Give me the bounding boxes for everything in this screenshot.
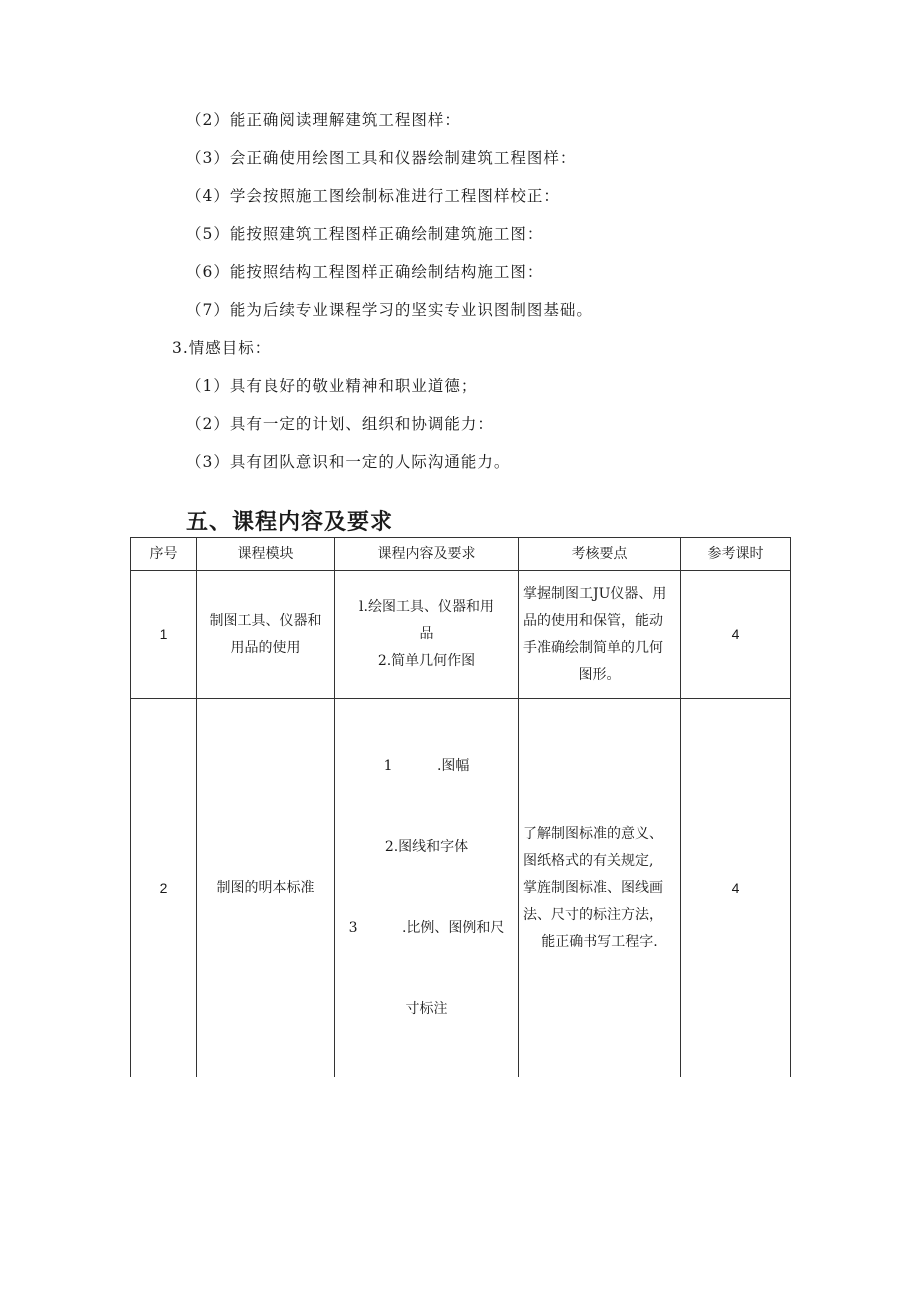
goal-item-4: （4）学会按照施工图绘制标准进行工程图样校正： <box>186 187 560 205</box>
section-heading: 五、课程内容及要求 <box>186 510 394 535</box>
content-line: 1 .图幅 <box>383 758 470 774</box>
table-row <box>131 571 791 699</box>
table-header-row <box>131 538 791 571</box>
emotion-goal-title: 3.情感目标： <box>172 339 272 357</box>
row-hours: 4 <box>681 699 791 1078</box>
content-line: l.绘图工具、仪器和用 <box>359 599 494 615</box>
row-assessment <box>519 571 681 699</box>
assessment-line: 能正确书写工程字. <box>541 933 658 950</box>
goal-item-5: （5）能按照建筑工程图样正确绘制建筑施工图： <box>186 225 544 243</box>
header-no: 序号 <box>131 538 197 571</box>
table-row <box>131 699 791 1078</box>
header-module: 课程模块 <box>197 538 335 571</box>
header-assessment: 考核要点 <box>519 538 681 571</box>
row-content <box>335 699 519 1078</box>
emotion-goal-2: （2）具有一定的计划、组织和协调能力： <box>186 415 494 433</box>
assessment-line: 了解制图标准的意义、 <box>523 825 663 842</box>
course-content-table <box>130 537 791 1077</box>
header-content: 课程内容及要求 <box>335 538 519 571</box>
assessment-line: 图形。 <box>578 666 621 683</box>
emotion-goal-1: （1）具有良好的敬业精神和职业道德； <box>186 377 478 395</box>
content-line: 寸标注 <box>405 1001 448 1017</box>
assessment-line: 掌旌制图标准、图线画 <box>523 879 663 896</box>
row-no: 1 <box>131 571 197 699</box>
goal-item-2: （2）能正确阅读理解建筑工程图样： <box>186 111 461 129</box>
row-hours: 4 <box>681 571 791 699</box>
emotion-goal-3: （3）具有团队意识和一定的人际沟通能力。 <box>186 453 511 471</box>
content-line: 品 <box>419 626 434 642</box>
row-no: 2 <box>131 699 197 1078</box>
row-module <box>197 571 335 699</box>
header-hours: 参考课时 <box>681 538 791 571</box>
content-line: 3 .比例、图例和尺 <box>348 920 505 936</box>
row-content <box>335 571 519 699</box>
content-line: 2.简单几何作图 <box>377 653 476 669</box>
row-assessment <box>519 699 681 1078</box>
module-line: 制图工具、仪器和 <box>209 612 322 629</box>
assessment-line: 法、尺寸的标注方法， <box>523 906 663 923</box>
assessment-line: 手准确绘制简单的几何 <box>523 639 663 656</box>
goal-item-3: （3）会正确使用绘图工具和仪器绘制建筑工程图样： <box>186 149 577 167</box>
goal-item-6: （6）能按照结构工程图样正确绘制结构施工图： <box>186 263 544 281</box>
assessment-line: 掌握制图工JU仪器、用 <box>523 585 667 602</box>
assessment-line: 品的使用和保管，能动 <box>523 612 663 629</box>
goal-item-7: （7）能为后续专业课程学习的坚实专业识图制图基础。 <box>186 301 593 319</box>
content-line: 2.图线和字体 <box>384 839 469 855</box>
row-module <box>197 699 335 1078</box>
assessment-line: 图纸格式的有关规定, <box>523 852 654 869</box>
module-line: 制图的明本标准 <box>216 879 315 896</box>
module-line: 用品的使用 <box>230 639 301 656</box>
